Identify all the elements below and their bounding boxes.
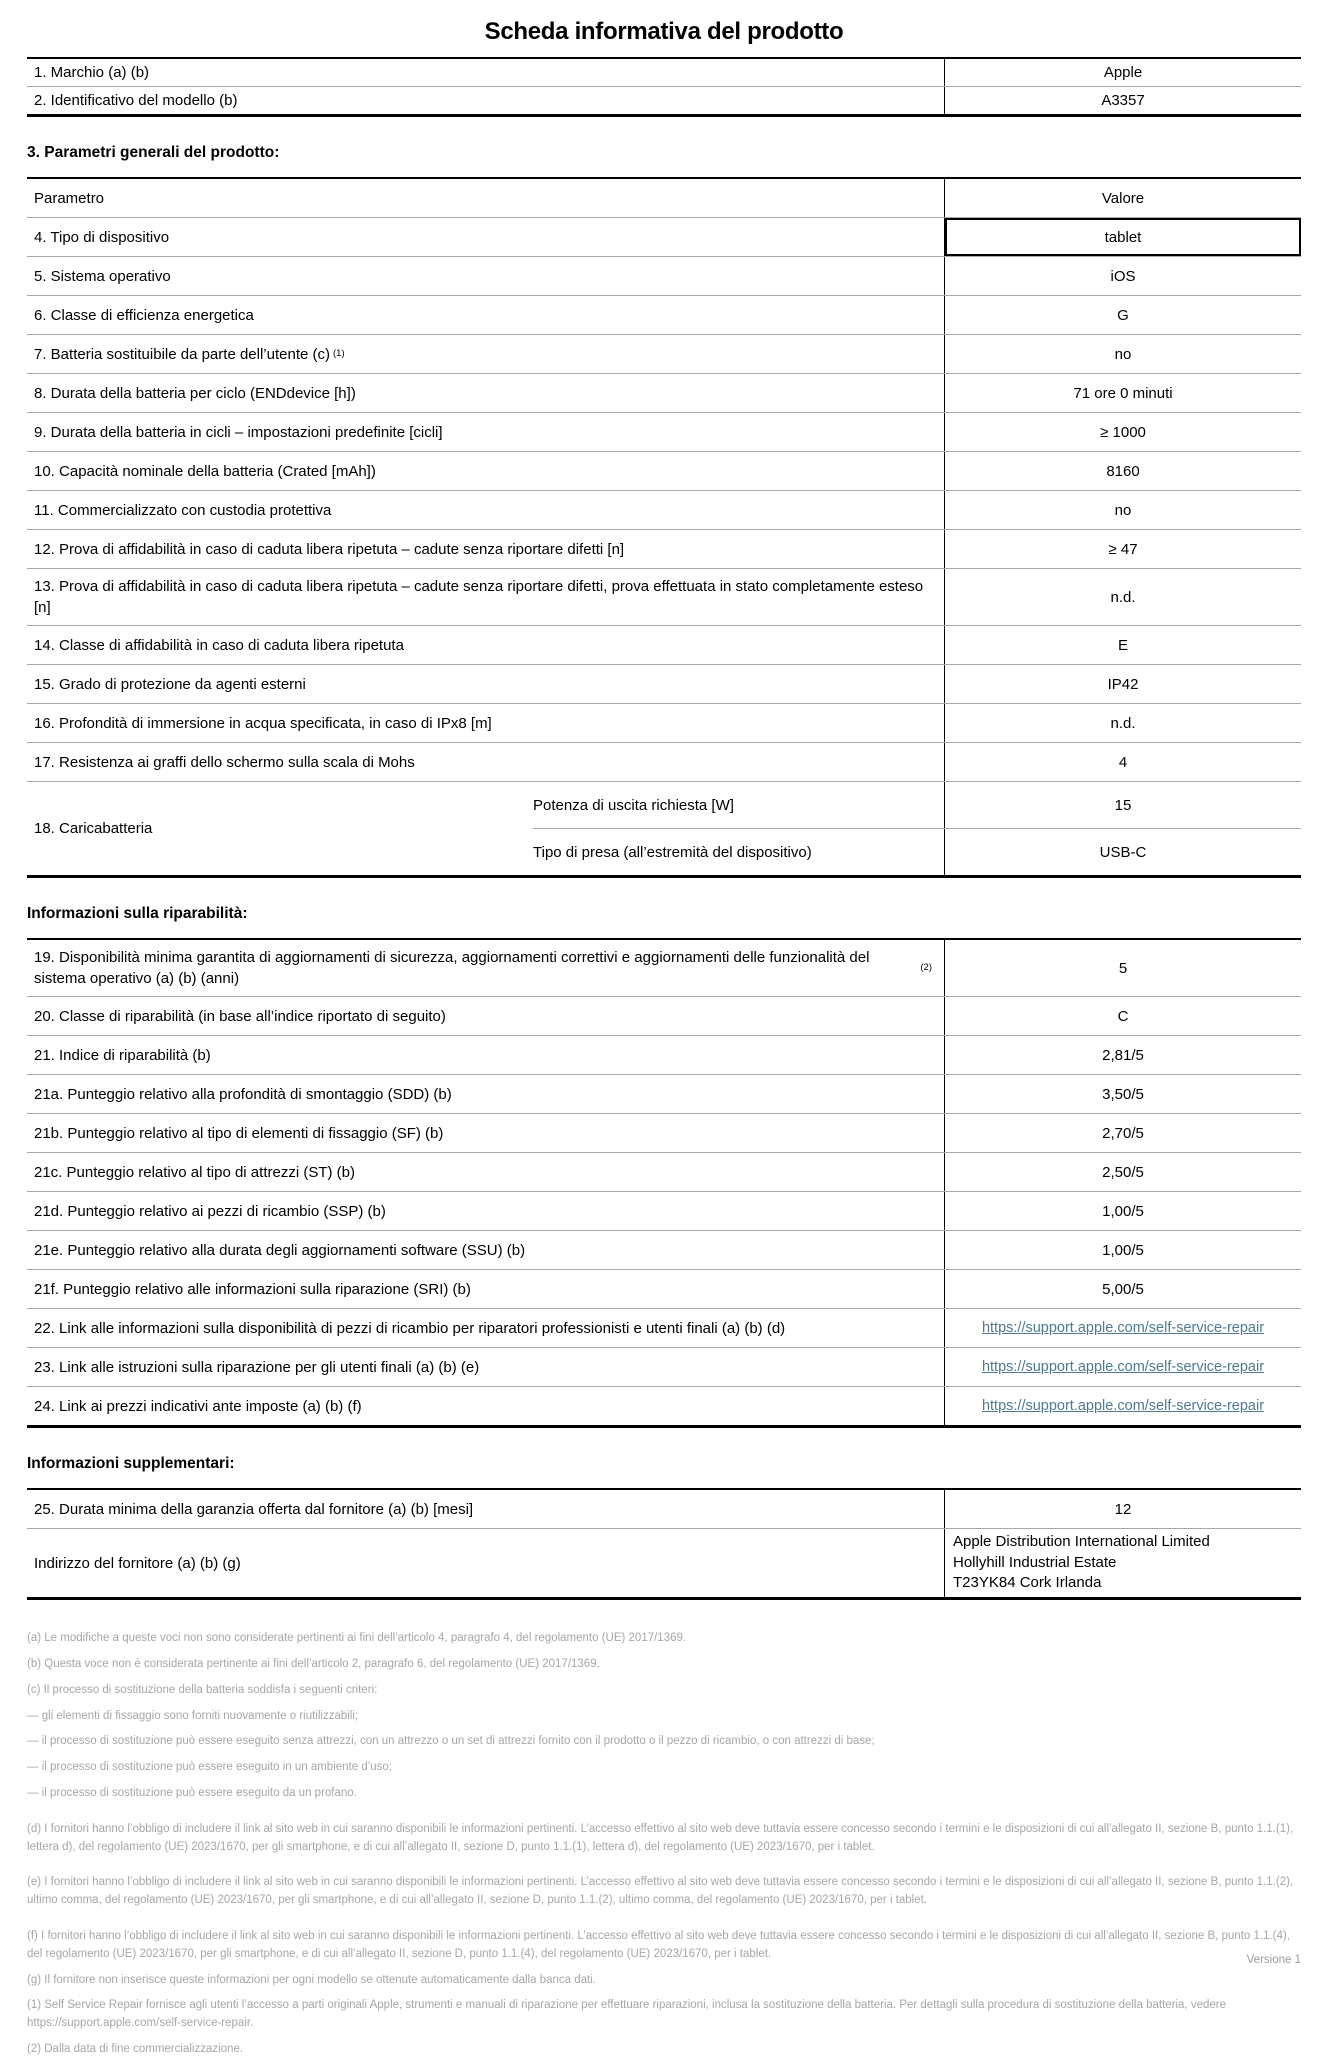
table-row [27,781,1301,875]
footnote: (f) I fornitori hanno l’obbligo di includere il link al sito web in cui saranno disponibili le informazioni pertinenti. L’accesso effettivo al sito web deve tuttavia essere concesso secondo i termini e le disposizioni di cui all’allegato II, sezione B, punto 1.1.(4), del regolamento (UE) 2023/1670, per gli smartphone, e di cui all’allegato II, sezione D, punto 1.1.(4), del regolamento (UE) 2023/1670, per i tablet. [27,1930,1290,1960]
sub-rows [533,782,1301,875]
parameter-label-text: 21. Indice di riparabilità (b) [34,1046,211,1064]
parameter-value: ≥ 47 [944,530,1301,568]
parameter-label-text: 15. Grado di protezione da agenti esterni [34,675,306,693]
parameter-label [27,743,944,781]
parameter-label [27,413,944,451]
parameter-value: 1,00/5 [944,1231,1301,1269]
table-row [27,1386,1301,1425]
parameter-label-text: 23. Link alle istruzioni sulla riparazione per gli utenti finali (a) (b) (e) [34,1358,480,1376]
table-row [27,703,1301,742]
parameter-value [944,1309,1301,1347]
table-row [27,625,1301,664]
sub-parameter-label: Tipo di presa (all’estremità del dispositivo) [533,843,812,861]
parameter-label [27,1153,944,1191]
page-title: Scheda informativa del prodotto [484,18,844,45]
table-row [27,86,1301,114]
table-row [27,529,1301,568]
parameter-value: 5,00/5 [944,1270,1301,1308]
parameter-label [27,1348,944,1386]
table-row [27,1528,1301,1597]
parameter-label-text: 4. Tipo di dispositivo [34,228,170,246]
parameter-value [944,1387,1301,1425]
parameter-label [27,1114,944,1152]
table-row [27,334,1301,373]
footnote: (e) I fornitori hanno l’obbligo di includere il link al sito web in cui saranno disponibili le informazioni pertinenti. L’accesso effettivo al sito web deve tuttavia essere concesso secondo i termini e le disposizioni di cui all’allegato II, sezione B, punto 1.1.(2), ultimo comma, del regolamento (UE) 2023/1670, per gli smartphone, e di cui all’allegato II, sezione D, punto 1.1.(2), ultimo comma, del regolamento (UE) 2023/1670, per i tablet. [27,1876,1294,1907]
footnote: (a) Le modifiche a queste voci non sono considerate pertinenti ai fini dell’articolo 4, paragrafo 4, del regolamento (UE) 2017/1369. [27,1632,687,1645]
column-header-valore: Valore [944,179,1301,217]
table-row [27,940,1301,996]
parameter-value: ≥ 1000 [944,413,1301,451]
parameter-value: 1,00/5 [944,1192,1301,1230]
table-row [27,373,1301,412]
support-link[interactable]: https://support.apple.com/self-service-repair [981,1319,1265,1336]
supplementary-table [27,1488,1301,1600]
parameter-label [27,1231,944,1269]
parameter-label [27,1529,944,1597]
parameter-label [27,1490,944,1528]
parameter-value: 71 ore 0 minuti [944,374,1301,412]
table-row [27,996,1301,1035]
parameter-label-text: 25. Durata minima della garanzia offerta dal fornitore (a) (b) [mesi] [34,1500,474,1518]
parameter-label-text: 21f. Punteggio relativo alle informazioni sulla riparazione (SRI) (b) [34,1280,471,1298]
parameter-label-text: 8. Durata della batteria per ciclo (ENDdevice [h]) [34,384,356,402]
parameter-label-text: 21b. Punteggio relativo al tipo di elementi di fissaggio (SF) (b) [34,1124,444,1142]
footnote: — il processo di sostituzione può essere eseguito in un ambiente d’uso; [27,1761,393,1774]
parameter-label-text: 5. Sistema operativo [34,267,171,285]
parameter-value [944,1529,1301,1597]
footnote: (c) Il processo di sostituzione della batteria soddisfa i seguenti criteri: [27,1683,378,1696]
footnote: — il processo di sostituzione può essere eseguito da un profano. [27,1786,357,1799]
parameter-value: 5 [944,940,1301,996]
table-row [27,451,1301,490]
parameter-label [27,1270,944,1308]
footnote: (2) Dalla data di fine commercializzazione. [27,2043,244,2056]
footnote: — gli elementi di fissaggio sono forniti nuovamente o riutilizzabili; [27,1709,359,1722]
table-row [27,1490,1301,1528]
table-row [27,742,1301,781]
parameter-label-text: 7. Batteria sostituibile da parte dell’utente (c) [34,345,330,363]
repairability-table [27,938,1301,1428]
parameter-value: 4 [944,743,1301,781]
parameter-label-text: 13. Prova di affidabilità in caso di caduta libera ripetuta – cadute senza riportare difetti, prova effettuata in stato completamente esteso [n] [34,578,924,616]
parameter-label-text: 21e. Punteggio relativo alla durata degli aggiornamenti software (SSU) (b) [34,1241,526,1259]
table-row [27,1308,1301,1347]
parameter-label: 19. Disponibilità minima garantita di aggiornamenti di sicurezza, aggiornamenti correttivi e aggiornamenti delle funzionalità del sistema operativo (a) (b) (anni) (2) [34,949,932,987]
footnote: (1) Self Service Repair fornisce agli utenti l’accesso a parti originali Apple, strumenti e manuali di riparazione per effettuare riparazioni, inclusa la sostituzione della batteria. Per dettagli sulla procedura di sostituzione della batteria, vedere https://support.apple.com/self-service-repair. [27,1999,1226,2030]
table-row [27,1113,1301,1152]
sub-parameter-label: Potenza di uscita richiesta [W] [533,796,734,814]
parameter-label [27,1075,944,1113]
footnotes [27,1630,1301,2059]
table-row [27,1230,1301,1269]
footnote: (g) Il fornitore non inserisce queste informazioni per ogni modello se ottenute automaticamente dalla banca dati. [27,1973,596,1986]
parameter-value: tablet [944,218,1301,256]
footnote: — il processo di sostituzione può essere eseguito senza attrezzi, con un attrezzo o un set di attrezzi fornito con il prodotto o il pezzo di ricambio, o con attrezzi di base; [27,1735,875,1748]
parameter-value: 2,50/5 [944,1153,1301,1191]
parameter-value: 8160 [944,452,1301,490]
parameter-label [27,997,944,1035]
table-subrow [533,782,1301,828]
parameter-value: no [944,491,1301,529]
table-row [27,490,1301,529]
parameter-label-text: 19. Disponibilità minima garantita di aggiornamenti di sicurezza, aggiornamenti correttivi e aggiornamenti delle funzionalità del sistema operativo (a) (b) (anni) [34,949,870,987]
table-row [27,59,1301,86]
parameter-value: Apple [944,59,1301,86]
address-line: Apple Distribution International Limited [953,1533,1210,1550]
parameter-value: E [944,626,1301,664]
parameter-label-text: 22. Link alle informazioni sulla disponibilità di pezzi di ricambio per riparatori professionisti e utenti finali (a) (b) (d) [34,1319,786,1337]
parameter-value: C [944,997,1301,1035]
parameter-label-text: 11. Commercializzato con custodia protettiva [34,501,332,519]
identity-table [27,57,1301,117]
table-row [27,412,1301,451]
parameter-label [27,626,944,664]
parameter-label: 18. Caricabatteria [34,820,153,837]
parameter-label-text: 14. Classe di affidabilità in caso di caduta libera ripetuta [34,636,404,654]
parameter-label [27,569,944,625]
support-link[interactable]: https://support.apple.com/self-service-repair [981,1397,1265,1414]
table-row [27,1269,1301,1308]
parameter-value: n.d. [944,704,1301,742]
table-row [27,1152,1301,1191]
parameter-value: no [944,335,1301,373]
parameter-label [27,1192,944,1230]
parameter-label [27,87,944,114]
parameter-value: IP42 [944,665,1301,703]
parameter-value: G [944,296,1301,334]
table-header-row [27,179,1301,217]
table-row [27,1035,1301,1074]
address-line: Hollyhill Industrial Estate [953,1553,1117,1571]
parameter-label [27,704,944,742]
column-header-parametro: Parametro [34,189,105,207]
parameter-label-text: 21d. Punteggio relativo ai pezzi di ricambio (SSP) (b) [34,1202,386,1220]
general-parameters-table [27,177,1301,878]
parameter-label [27,1309,944,1347]
parameter-label-text: 20. Classe di riparabilità (in base all’indice riportato di seguito) [34,1007,446,1025]
section-heading-repairability: Informazioni sulla riparabilità: [27,905,248,922]
parameter-label-text: 16. Profondità di immersione in acqua specificata, in caso di IPx8 [m] [34,714,492,732]
parameter-value: 15 [944,782,1301,828]
parameter-value: iOS [944,257,1301,295]
parameter-label-text: 2. Identificativo del modello (b) [34,92,238,109]
parameter-label [27,218,944,256]
parameter-label [27,1387,944,1425]
parameter-label: 7. Batteria sostituibile da parte dell’utente (c) (1) [34,345,345,363]
parameter-label [27,665,944,703]
parameter-value: n.d. [944,569,1301,625]
parameter-value: A3357 [944,87,1301,114]
parameter-value [944,1348,1301,1386]
table-row [27,256,1301,295]
parameter-label [27,296,944,334]
parameter-label [27,491,944,529]
table-row [27,568,1301,625]
table-row [27,1074,1301,1113]
parameter-value: USB-C [944,829,1301,875]
support-link[interactable]: https://support.apple.com/self-service-repair [981,1358,1265,1375]
footnote: (b) Questa voce non è considerata pertinente ai fini dell’articolo 2, paragrafo 6, del regolamento (UE) 2017/1369. [27,1657,600,1670]
version-label: Versione 1 [1246,1954,1301,1966]
table-row [27,1347,1301,1386]
parameter-label-text: 10. Capacità nominale della batteria (Crated [mAh]) [34,462,376,480]
parameter-label [27,257,944,295]
parameter-label [27,374,944,412]
parameter-label [27,530,944,568]
footnote: (d) I fornitori hanno l’obbligo di includere il link al sito web in cui saranno disponibili le informazioni pertinenti. L’accesso effettivo al sito web deve tuttavia essere concesso secondo i termini e le disposizioni di cui all’allegato II, sezione B, punto 1.1.(1), lettera d), del regolamento (UE) 2023/1670, per gli smartphone, e di cui all’allegato II, sezione D, punto 1.1.(1), lettera d), del regolamento (UE) 2023/1670, per i tablet. [27,1822,1294,1853]
section-heading-general-parameters: 3. Parametri generali del prodotto: [27,144,280,161]
parameter-label-text: 21a. Punteggio relativo alla profondità di smontaggio (SDD) (b) [34,1085,452,1103]
parameter-label-text: 12. Prova di affidabilità in caso di caduta libera ripetuta – cadute senza riportare difetti [n] [34,540,625,558]
parameter-label-text: 1. Marchio (a) (b) [34,64,150,81]
table-row [27,217,1301,256]
section-heading-supplementary: Informazioni supplementari: [27,1455,235,1472]
parameter-label-text: 9. Durata della batteria in cicli – impostazioni predefinite [cicli] [34,423,443,441]
parameter-label-text: 6. Classe di efficienza energetica [34,306,254,324]
parameter-value: 2,70/5 [944,1114,1301,1152]
table-row [27,295,1301,334]
parameter-label-text: Indirizzo del fornitore (a) (b) (g) [34,1554,241,1572]
table-row [27,1191,1301,1230]
parameter-label [27,1036,944,1074]
parameter-label-text: 17. Resistenza ai graffi dello schermo sulla scala di Mohs [34,753,415,771]
parameter-label [27,452,944,490]
parameter-label-text: 21c. Punteggio relativo al tipo di attrezzi (ST) (b) [34,1163,355,1181]
table-row [27,664,1301,703]
parameter-label [27,59,944,86]
address-line: T23YK84 Cork Irlanda [953,1574,1102,1592]
parameter-value: 3,50/5 [944,1075,1301,1113]
parameter-value: 12 [944,1490,1301,1528]
parameter-value: 2,81/5 [944,1036,1301,1074]
parameter-label-text: 24. Link ai prezzi indicativi ante imposte (a) (b) (f) [34,1397,362,1415]
table-subrow [533,828,1301,875]
